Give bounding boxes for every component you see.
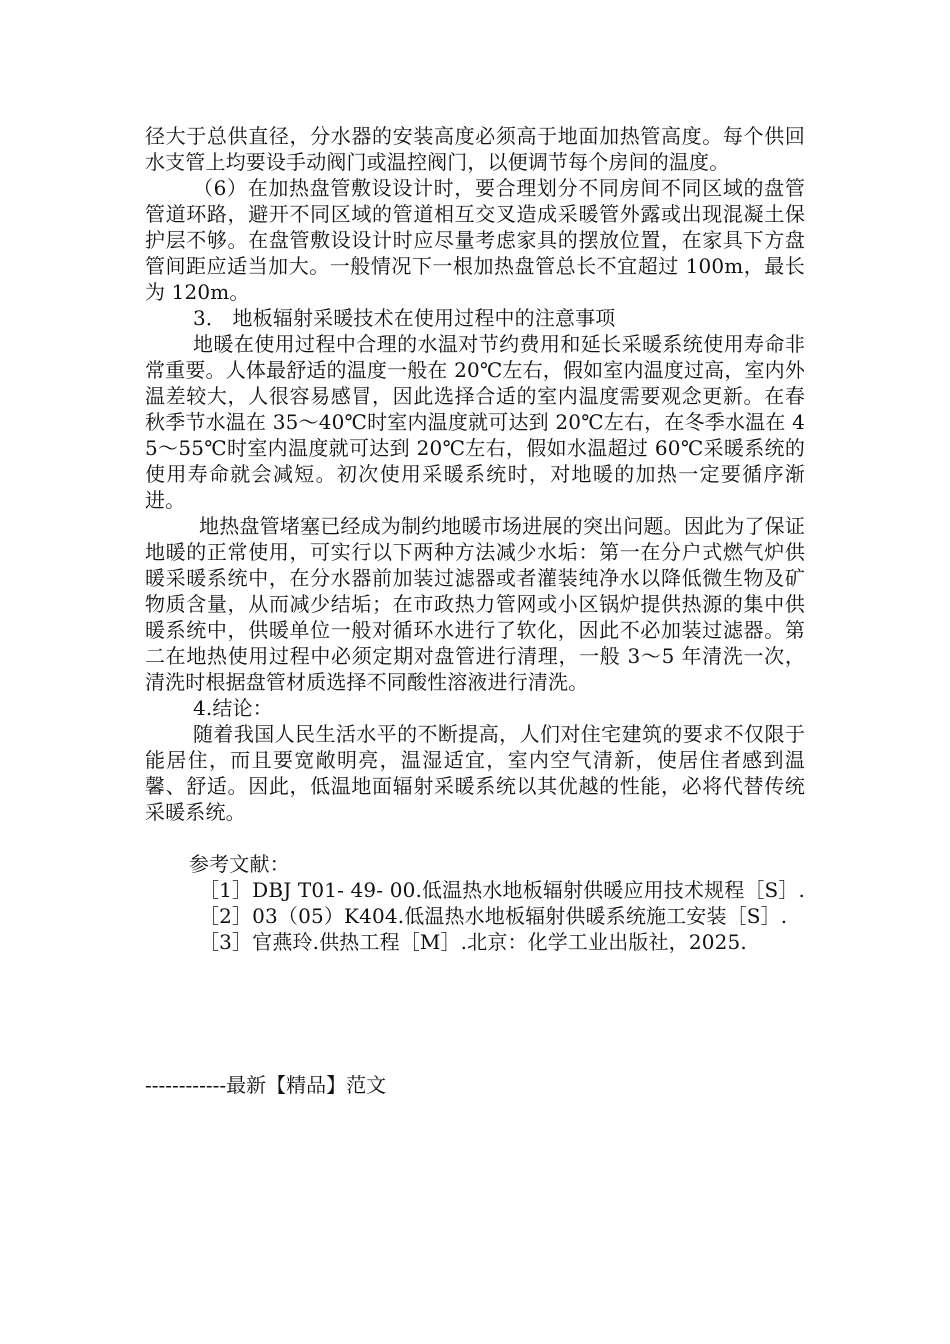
paragraph-continuation: 径大于总供直径，分水器的安装高度必须高于地面加热管高度。每个供回水支管上均要设手动阀门或温控阀门，以便调节每个房间的温度。 [145, 124, 805, 174]
reference-item-3: ［3］官燕玲.供热工程［M］.北京：化学工业出版社，2025. [199, 930, 747, 954]
section-heading-3: 3． 地板辐射采暖技术在使用过程中的注意事项 [193, 306, 616, 330]
paragraph-item-6: （6）在加热盘管敷设设计时，要合理划分不同房间不同区域的盘管管道环路，避开不同区域的管道相互交叉造成采暖管外露或出现混凝土保护层不够。在盘管敷设设计时应尽量考虑家具的摆放位置，在家具下方盘管间距应适当加大。一般情况下一根加热盘管总长不宜超过 100m，最长为 120m。 [145, 176, 805, 304]
paragraph-water-temperature: 地暖在使用过程中合理的水温对节约费用和延长采暖系统使用寿命非常重要。人体最舒适的温度一般在 20℃左右，假如室内温度过高，室内外温差较大，人很容易感冒，因此选择合适的室内温度需要观念更新。在春秋季节水温在 35～40℃时室内温度就可达到 20℃左右，在冬季水温在 45～55℃时室内温度就可达到 20℃左右，假如水温超过 60℃采暖系统的使用寿命就会减短。初次使用采暖系统时，对地暖的加热一定要循序渐进。 [145, 332, 805, 512]
document-body [145, 123, 805, 955]
section-heading-conclusion: 4.结论： [193, 696, 273, 720]
reference-item-1: ［1］DBJ T01- 49- 00.低温热水地板辐射供暖应用技术规程［S］. [199, 878, 806, 902]
paragraph-conclusion: 随着我国人民生活水平的不断提高，人们对住宅建筑的要求不仅限于能居住，而且要宽敞明亮，温湿适宜，室内空气清新，使居住者感到温馨、舒适。因此，低温地面辐射采暖系统以其优越的性能，必将代替传统采暖系统。 [145, 722, 805, 824]
references-heading: 参考文献： [189, 852, 290, 876]
page-footer: ------------最新【精品】范文 [145, 1073, 387, 1097]
paragraph-pipe-blockage: 地热盘管堵塞已经成为制约地暖市场进展的突出问题。因此为了保证地暖的正常使用，可实行以下两种方法减少水垢：第一在分户式燃气炉供暖采暖系统中，在分水器前加装过滤器或者灌装纯净水以降低微生物及矿物质含量，从而减少结垢；在市政热力管网或小区锅炉提供热源的集中供暖系统中，供暖单位一般对循环水进行了软化，因此不必加装过滤器。第二在地热使用过程中必须定期对盘管进行清理，一般 3～5 年清洗一次，清洗时根据盘管材质选择不同酸性溶液进行清洗。 [145, 514, 805, 694]
reference-item-2: ［2］03（05）K404.低温热水地板辐射供暖系统施工安装［S］. [199, 904, 788, 928]
